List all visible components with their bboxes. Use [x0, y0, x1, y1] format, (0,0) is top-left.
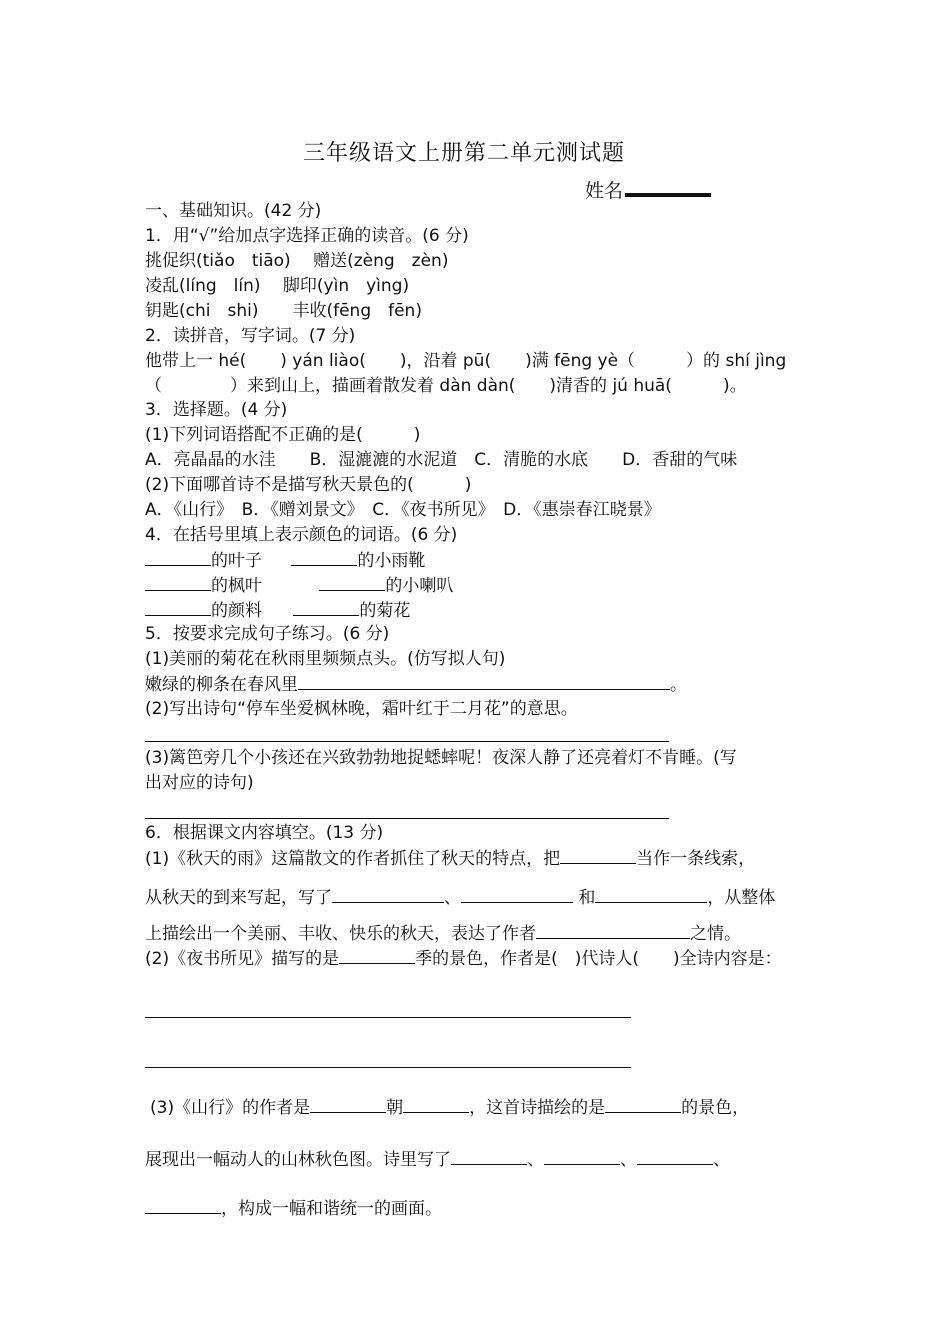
text: 、 — [444, 888, 461, 908]
q3-sub2: (2)下面哪首诗不是描写秋天景色的( ) — [145, 475, 472, 495]
blank[interactable] — [536, 922, 690, 939]
q5-sub3-line1: (3)篱笆旁几个小孩还在兴致勃勃地捉蟋蟀呢！夜深人静了还亮着灯不肯睡。(写 — [145, 748, 737, 768]
q1-row-2: 凌乱(líng lín) 脚印(yìn yìng) — [145, 276, 410, 296]
text: 、 — [527, 1150, 544, 1170]
q4-item-c: 的枫叶 — [211, 576, 262, 596]
q4-item-e: 的颜料 — [211, 601, 262, 621]
blank[interactable] — [544, 1148, 620, 1165]
text: 季的景色，作者是( )代诗人( )全诗内容是： — [415, 949, 782, 969]
q3-sub1-options: A．亮晶晶的水洼 B．湿漉漉的水泥道 C．清脆的水底 D．香甜的气味 — [145, 450, 738, 470]
q3-sub2-options: A．《山行》 B．《赠刘景文》 C．《夜书所见》 D．《惠崇春江晓景》 — [145, 500, 661, 520]
blank[interactable] — [451, 1148, 527, 1165]
answer-line[interactable] — [145, 1017, 631, 1018]
q5-sub2: (2)写出诗句“停车坐爱枫林晚，霜叶红于二月花”的意思。 — [145, 699, 578, 719]
text: 、 — [620, 1150, 637, 1170]
text: 从秋天的到来写起，写了 — [145, 888, 332, 908]
blank[interactable] — [145, 1197, 221, 1214]
blank[interactable] — [319, 574, 385, 591]
q5-prompt: 5．按要求完成句子练习。(6 分) — [145, 624, 390, 644]
blank[interactable] — [293, 599, 359, 616]
q4-item-d: 的小喇叭 — [385, 576, 454, 596]
q6-sub1-line1 — [145, 847, 755, 870]
text: 朝 — [386, 1098, 404, 1118]
q4-prompt: 4．在括号里填上表示颜色的词语。(6 分) — [145, 525, 458, 545]
text: 的景色， — [681, 1098, 750, 1118]
q5-sub1-prefix: 嫩绿的柳条在春风里 — [145, 675, 298, 695]
name-field[interactable] — [585, 176, 711, 203]
blank[interactable] — [298, 673, 670, 690]
blank[interactable] — [605, 1096, 681, 1113]
text: 上描绘出一个美丽、丰收、快乐的秋天，表达了作者 — [145, 924, 536, 944]
blank[interactable] — [403, 1096, 469, 1113]
text: (3)《山行》的作者是 — [150, 1098, 311, 1118]
q5-sub1-suffix: 。 — [670, 675, 687, 695]
q5-sub1-answer — [145, 673, 687, 696]
q5-sub1: (1)美丽的菊花在秋雨里频频点头。(仿写拟人句) — [145, 649, 506, 669]
text: (2)《夜书所见》描写的是 — [145, 949, 340, 969]
blank[interactable] — [145, 574, 211, 591]
blank[interactable] — [310, 1096, 386, 1113]
blank[interactable] — [595, 886, 707, 903]
blank[interactable] — [145, 599, 211, 616]
blank[interactable] — [461, 886, 573, 903]
q2-line-1: 他带上一 hé( ) yán liào( )，沿着 pū( )满 fēng yè（ ）的 shí jìng — [145, 351, 787, 371]
q3-prompt: 3．选择题。(4 分) — [145, 400, 288, 420]
q3-sub1: (1)下列词语搭配不正确的是( ) — [145, 425, 421, 445]
blank[interactable] — [637, 1148, 713, 1165]
q6-prompt: 6．根据课文内容填空。(13 分) — [145, 823, 384, 843]
q4-row-3 — [145, 599, 410, 622]
q6-sub3-line1 — [150, 1096, 749, 1119]
answer-line[interactable] — [145, 741, 669, 742]
q4-item-f: 的菊花 — [359, 601, 411, 621]
q2-line-2: （ ）来到山上，描画着散发着 dàn dàn( )清香的 jú huā( )。 — [145, 376, 747, 396]
text: 之情。 — [690, 924, 741, 944]
text: ，从整体 — [707, 888, 776, 908]
q4-row-2 — [145, 574, 453, 597]
name-label: 姓名 — [585, 180, 624, 202]
text: 和 — [578, 888, 596, 908]
blank[interactable] — [145, 549, 211, 566]
q2-prompt: 2．读拼音，写字词。(7 分) — [145, 326, 356, 346]
text: ，构成一幅和谐统一的画面。 — [221, 1199, 442, 1219]
answer-line[interactable] — [145, 818, 669, 819]
q1-row-1: 挑促织(tiǎo tiāo) 赠送(zèng zèn) — [145, 251, 449, 271]
q6-sub3-line2 — [145, 1148, 730, 1171]
q6-sub1-line3 — [145, 922, 741, 945]
text: 展现出一幅动人的山林秋色图。诗里写了 — [145, 1150, 451, 1170]
q4-row-1 — [145, 549, 425, 572]
q6-sub2-line — [145, 947, 782, 970]
text: ，这首诗描绘的是 — [469, 1098, 606, 1118]
q6-sub3-line3 — [145, 1197, 442, 1220]
text: (1)《秋天的雨》这篇散文的作者抓住了秋天的特点，把 — [145, 849, 561, 869]
name-blank[interactable] — [625, 181, 711, 197]
q1-prompt: 1．用“√”给加点字选择正确的读音。(6 分) — [145, 226, 469, 246]
answer-line[interactable] — [145, 1067, 631, 1068]
section-heading: 一、基础知识。(42 分) — [145, 201, 322, 221]
page-title: 三年级语文上册第二单元测试题 — [302, 141, 625, 166]
blank[interactable] — [332, 886, 444, 903]
q5-sub3-line2: 出对应的诗句) — [145, 773, 254, 793]
q4-item-b: 的小雨靴 — [357, 551, 426, 571]
text: 当作一条线索， — [636, 849, 756, 869]
blank[interactable] — [291, 549, 357, 566]
q1-row-3: 钥匙(chi shi) 丰收(fēng fēn) — [145, 301, 422, 321]
q6-sub1-line2 — [145, 886, 775, 909]
text: 、 — [713, 1150, 730, 1170]
q4-item-a: 的叶子 — [211, 551, 262, 571]
blank[interactable] — [339, 947, 415, 964]
blank[interactable] — [560, 847, 636, 864]
